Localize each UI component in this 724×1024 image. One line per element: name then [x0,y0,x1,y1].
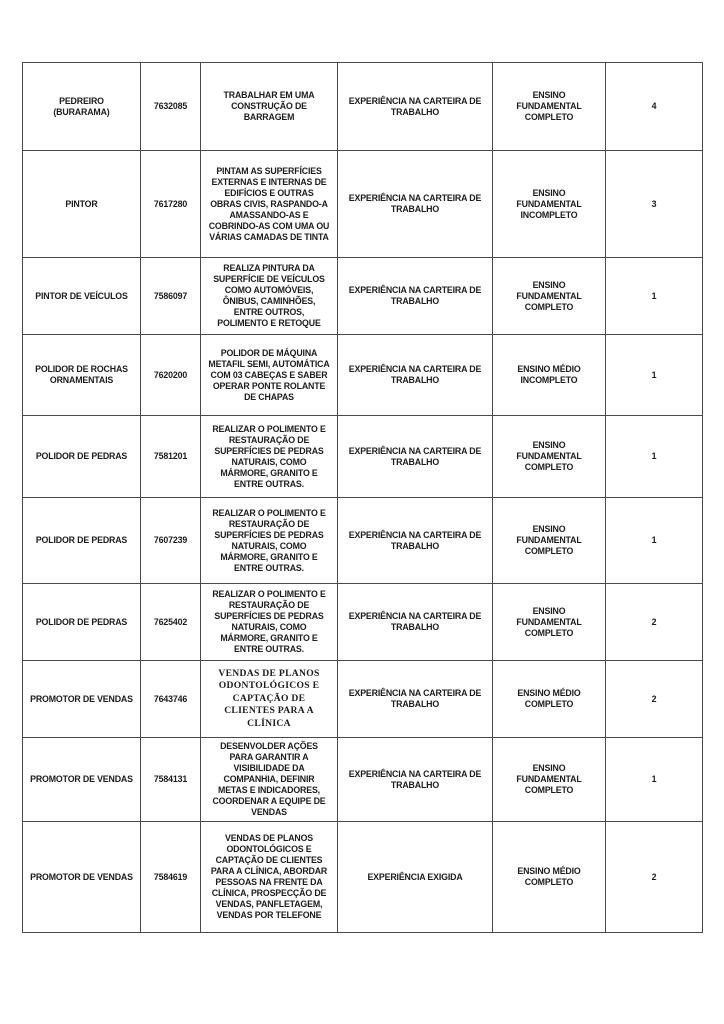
cell-occupation: POLIDOR DE ROCHAS ORNAMENTAIS [23,335,141,416]
cell-description: TRABALHAR EM UMA CONSTRUÇÃO DE BARRAGEM [201,63,338,151]
job-vacancies-table [22,62,703,933]
cell-experience: EXPERIÊNCIA NA CARTEIRA DE TRABALHO [338,258,493,335]
cell-code: 7584619 [141,822,201,933]
cell-code: 7620200 [141,335,201,416]
cell-occupation: PINTOR DE VEÍCULOS [23,258,141,335]
cell-description: POLIDOR DE MÁQUINA METAFIL SEMI, AUTOMÁTICA COM 03 CABEÇAS E SABER OPERAR PONTE ROLANTE DE CHAPAS [201,335,338,416]
table-row [23,151,703,258]
cell-description: REALIZA PINTURA DA SUPERFÍCIE DE VEÍCULOS COMO AUTOMÓVEIS, ÔNIBUS, CAMINHÕES, ENTRE OUTROS, POLIMENTO E RETOQUE [201,258,338,335]
cell-code: 7584131 [141,738,201,822]
cell-occupation: PINTOR [23,151,141,258]
cell-education: ENSINO MÉDIO COMPLETO [493,822,606,933]
cell-occupation: POLIDOR DE PEDRAS [23,584,141,661]
cell-code: 7643746 [141,661,201,738]
table-row [23,498,703,584]
cell-experience: EXPERIÊNCIA NA CARTEIRA DE TRABALHO [338,738,493,822]
cell-code: 7625402 [141,584,201,661]
cell-education: ENSINO FUNDAMENTAL COMPLETO [493,738,606,822]
cell-description: REALIZAR O POLIMENTO E RESTAURAÇÃO DE SUPERFÍCIES DE PEDRAS NATURAIS, COMO MÁRMORE, GRANITO E ENTRE OUTRAS. [201,498,338,584]
cell-experience: EXPERIÊNCIA NA CARTEIRA DE TRABALHO [338,584,493,661]
table-row [23,738,703,822]
cell-occupation: PROMOTOR DE VENDAS [23,661,141,738]
cell-vacancies: 1 [606,498,703,584]
cell-vacancies: 1 [606,335,703,416]
cell-experience: EXPERIÊNCIA EXIGIDA [338,822,493,933]
cell-code: 7617280 [141,151,201,258]
cell-code: 7586097 [141,258,201,335]
cell-experience: EXPERIÊNCIA NA CARTEIRA DE TRABALHO [338,498,493,584]
table-row [23,584,703,661]
cell-experience: EXPERIÊNCIA NA CARTEIRA DE TRABALHO [338,416,493,498]
table-row [23,63,703,151]
cell-education: ENSINO FUNDAMENTAL COMPLETO [493,584,606,661]
cell-description: DESENVOLDER AÇÕES PARA GARANTIR A VISIBILIDADE DA COMPANHIA, DEFINIR METAS E INDICADORES, COORDENAR A EQUIPE DE VENDAS [201,738,338,822]
cell-description: REALIZAR O POLIMENTO E RESTAURAÇÃO DE SUPERFÍCIES DE PEDRAS NATURAIS, COMO MÁRMORE, GRANITO E ENTRE OUTRAS. [201,416,338,498]
cell-occupation: POLIDOR DE PEDRAS [23,416,141,498]
cell-vacancies: 1 [606,258,703,335]
cell-occupation: PROMOTOR DE VENDAS [23,738,141,822]
cell-education: ENSINO FUNDAMENTAL COMPLETO [493,258,606,335]
cell-vacancies: 1 [606,738,703,822]
cell-vacancies: 2 [606,661,703,738]
cell-vacancies: 2 [606,584,703,661]
cell-description: REALIZAR O POLIMENTO E RESTAURAÇÃO DE SUPERFÍCIES DE PEDRAS NATURAIS, COMO MÁRMORE, GRANITO E ENTRE OUTRAS. [201,584,338,661]
cell-description: VENDAS DE PLANOS ODONTOLÓGICOS E CAPTAÇÃO DE CLIENTES PARA A CLÍNICA [201,661,338,738]
cell-code: 7581201 [141,416,201,498]
cell-description: VENDAS DE PLANOS ODONTOLÓGICOS E CAPTAÇÃO DE CLIENTES PARA A CLÍNICA, ABORDAR PESSOAS NA FRENTE DA CLÍNICA, PROSPECÇÃO DE VENDAS, PANFLETAGEM, VENDAS POR TELEFONE [201,822,338,933]
table-row [23,258,703,335]
cell-vacancies: 2 [606,822,703,933]
cell-education: ENSINO MÉDIO INCOMPLETO [493,335,606,416]
cell-experience: EXPERIÊNCIA NA CARTEIRA DE TRABALHO [338,661,493,738]
cell-experience: EXPERIÊNCIA NA CARTEIRA DE TRABALHO [338,151,493,258]
cell-vacancies: 3 [606,151,703,258]
cell-vacancies: 4 [606,63,703,151]
table-row [23,335,703,416]
table-row [23,822,703,933]
cell-description: PINTAM AS SUPERFÍCIES EXTERNAS E INTERNAS DE EDIFÍCIOS E OUTRAS OBRAS CIVIS, RASPANDO-A AMASSANDO-AS E COBRINDO-AS COM UMA OU VÁRIAS CAMADAS DE TINTA [201,151,338,258]
table-row [23,416,703,498]
cell-occupation: PROMOTOR DE VENDAS [23,822,141,933]
cell-education: ENSINO FUNDAMENTAL COMPLETO [493,498,606,584]
cell-education: ENSINO FUNDAMENTAL COMPLETO [493,63,606,151]
cell-occupation: POLIDOR DE PEDRAS [23,498,141,584]
cell-education: ENSINO MÉDIO COMPLETO [493,661,606,738]
cell-education: ENSINO FUNDAMENTAL INCOMPLETO [493,151,606,258]
cell-vacancies: 1 [606,416,703,498]
cell-code: 7632085 [141,63,201,151]
cell-experience: EXPERIÊNCIA NA CARTEIRA DE TRABALHO [338,335,493,416]
table-row [23,661,703,738]
cell-code: 7607239 [141,498,201,584]
job-table-body [23,63,703,933]
cell-education: ENSINO FUNDAMENTAL COMPLETO [493,416,606,498]
cell-experience: EXPERIÊNCIA NA CARTEIRA DE TRABALHO [338,63,493,151]
cell-occupation: PEDREIRO (BURARAMA) [23,63,141,151]
